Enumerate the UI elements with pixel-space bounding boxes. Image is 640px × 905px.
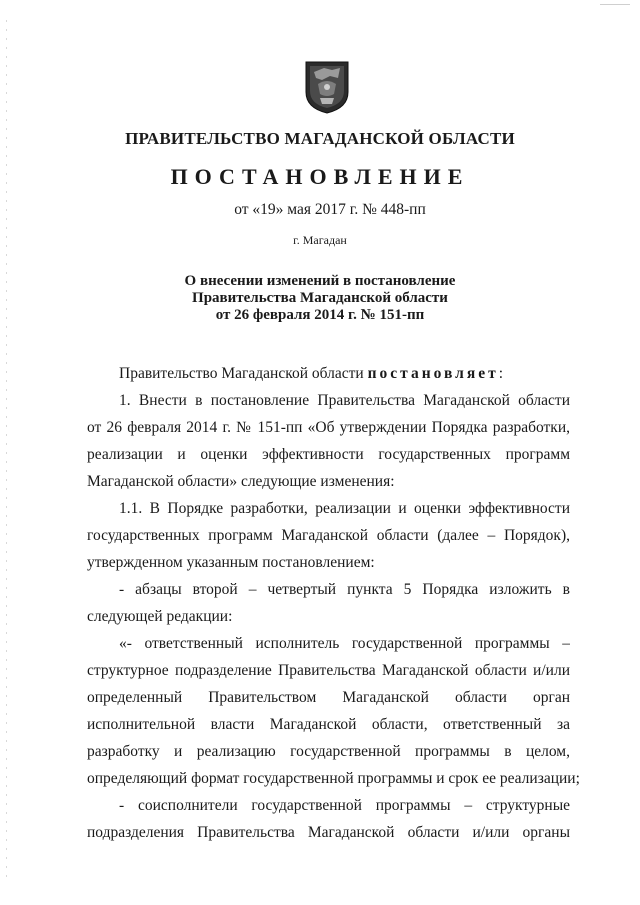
paragraph-line: реализации и оценки эффективности государственных программ bbox=[87, 446, 570, 463]
subject-line: Правительства Магаданской области bbox=[192, 290, 448, 306]
paragraph-line: Магаданской области» следующие изменения: bbox=[87, 473, 395, 490]
subject-line: от 26 февраля 2014 г. № 151-пп bbox=[215, 307, 425, 323]
paragraph-line: следующей редакции: bbox=[87, 608, 233, 625]
paragraph-line: подразделения Правительства Магаданской области и/или органы bbox=[87, 824, 570, 841]
intro-suffix: : bbox=[498, 365, 504, 382]
paragraph-line: - абзацы второй – четвертый пункта 5 Порядка изложить в bbox=[119, 581, 570, 598]
paragraph-line: определенный Правительством Магаданской области орган bbox=[87, 689, 570, 706]
paragraph-line: утвержденном указанным постановлением: bbox=[87, 554, 375, 571]
paragraph-line: - соисполнители государственной программы – структурные bbox=[119, 797, 570, 814]
intro-decree-word: постановляет bbox=[367, 365, 499, 382]
scan-edge-mark bbox=[6, 20, 7, 880]
scan-edge-mark bbox=[600, 4, 630, 5]
paragraph-line: 1. Внести в постановление Правительства Магаданской области bbox=[119, 392, 570, 409]
document-date-number: от «19» мая 2017 г. № 448-пп bbox=[234, 201, 426, 218]
document-body bbox=[87, 360, 580, 846]
document-type-heading: ПОСТАНОВЛЕНИЕ bbox=[170, 164, 470, 189]
paragraph-line: структурное подразделение Правительства Магаданской области и/или bbox=[87, 662, 570, 679]
paragraph-line: «- ответственный исполнитель государственной программы – bbox=[119, 635, 570, 652]
paragraph-line: исполнительной власти Магаданской области, ответственный за bbox=[87, 716, 570, 733]
paragraph-line: государственных программ Магаданской области (далее – Порядок), bbox=[87, 527, 570, 544]
paragraph-line: 1.1. В Порядке разработки, реализации и оценки эффективности bbox=[119, 500, 570, 517]
intro-prefix: Правительство Магаданской области bbox=[119, 365, 364, 382]
paragraph-line: разработку и реализацию государственной программы в целом, bbox=[87, 743, 570, 760]
document-city: г. Магадан bbox=[293, 233, 347, 247]
paragraph-line: от 26 февраля 2014 г. № 151-пп «Об утверждении Порядка разработки, bbox=[87, 419, 570, 436]
government-title: ПРАВИТЕЛЬСТВО МАГАДАНСКОЙ ОБЛАСТИ bbox=[125, 129, 515, 148]
document-subject bbox=[0, 273, 640, 324]
intro-line bbox=[87, 360, 570, 387]
subject-line: О внесении изменений в постановление bbox=[184, 273, 456, 289]
magadan-coat-of-arms-icon bbox=[304, 60, 350, 114]
paragraph-line: определяющий формат государственной программы и срок ее реализации; bbox=[87, 770, 580, 787]
